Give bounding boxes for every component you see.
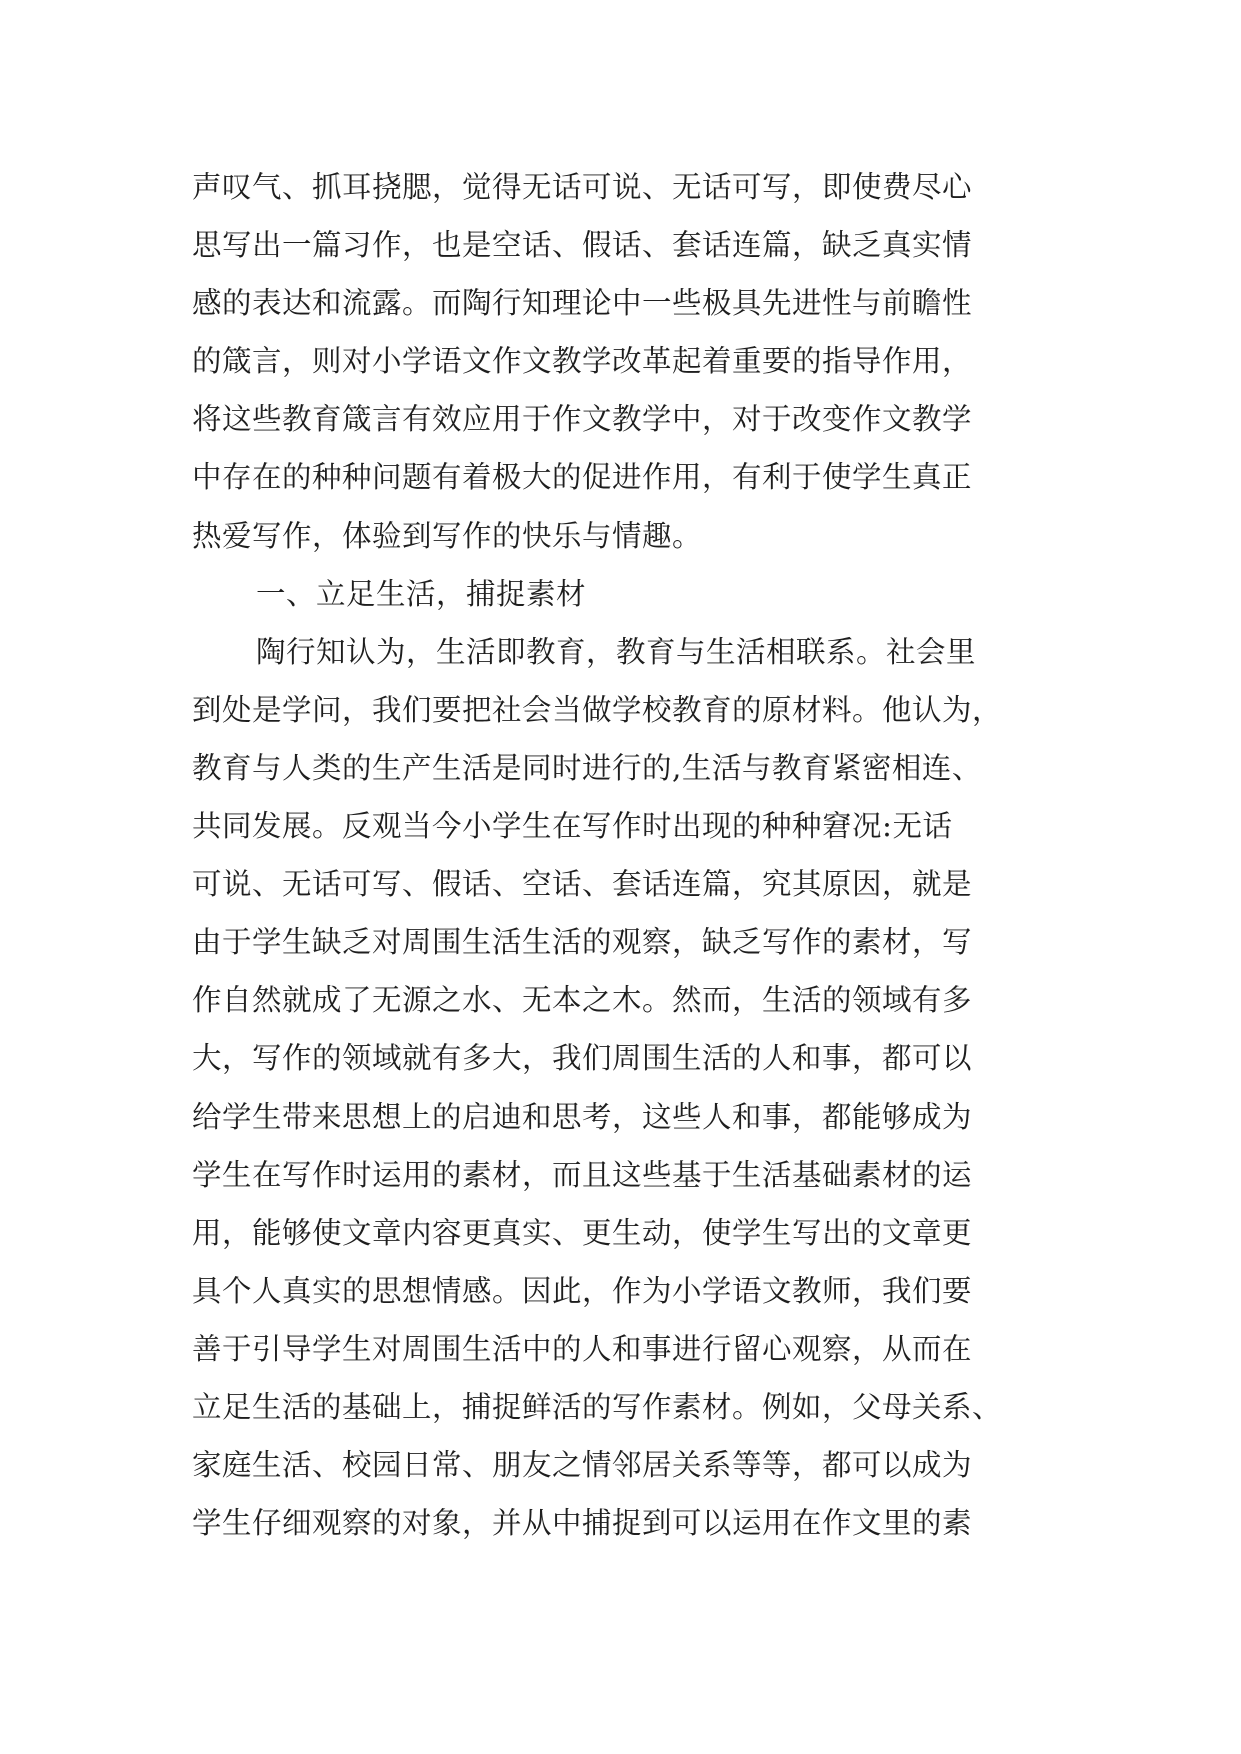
text-line: 由于学生缺乏对周围生活生活的观察，缺乏写作的素材，写 [192, 925, 973, 960]
text-line: 给学生带来思想上的启迪和思考，这些人和事，都能够成为 [192, 1099, 973, 1134]
section-heading: 一、立足生活，捕捉素材 [256, 576, 587, 611]
text-line: 陶行知认为，生活即教育，教育与生活相联系。社会里 [256, 634, 977, 669]
body-text [192, 158, 1052, 1552]
text-line: 将这些教育箴言有效应用于作文教学中，对于改变作文教学 [192, 402, 973, 437]
text-line: 用，能够使文章内容更真实、更生动，使学生写出的文章更 [192, 1215, 973, 1250]
text-line: 热爱写作，体验到写作的快乐与情趣。 [192, 518, 703, 553]
text-line: 中存在的种种问题有着极大的促进作用，有利于使学生真正 [192, 460, 973, 495]
text-line: 声叹气、抓耳挠腮，觉得无话可说、无话可写，即使费尽心 [192, 170, 973, 204]
text-line: 具个人真实的思想情感。因此，作为小学语文教师，我们要 [192, 1273, 973, 1308]
text-line: 到处是学问，我们要把社会当做学校教育的原材料。他认为， [192, 692, 1003, 727]
text-line: 家庭生活、校园日常、朋友之情邻居关系等等，都可以成为 [192, 1448, 973, 1483]
text-line: 教育与人类的生产生活是同时进行的,生活与教育紧密相连、 [192, 750, 982, 785]
text-line: 学生仔细观察的对象，并从中捕捉到可以运用在作文里的素 [192, 1506, 973, 1541]
text-line: 感的表达和流露。而陶行知理论中一些极具先进性与前瞻性 [192, 286, 973, 321]
text-line: 共同发展。反观当今小学生在写作时出现的种种窘况:无话 [192, 809, 953, 844]
text-line: 善于引导学生对周围生活中的人和事进行留心观察，从而在 [192, 1331, 973, 1366]
text-line: 大，写作的领域就有多大，我们周围生活的人和事，都可以 [192, 1041, 973, 1076]
text-line: 的箴言，则对小学语文作文教学改革起着重要的指导作用， [192, 344, 973, 379]
text-line: 学生在写作时运用的素材，而且这些基于生活基础素材的运 [192, 1157, 973, 1192]
text-line: 立足生活的基础上，捕捉鲜活的写作素材。例如，父母关系、 [192, 1389, 1003, 1424]
text-line: 作自然就成了无源之水、无本之木。然而，生活的领域有多 [192, 983, 973, 1018]
text-line: 思写出一篇习作，也是空话、假话、套话连篇，缺乏真实情 [192, 228, 973, 263]
text-line: 可说、无话可写、假话、空话、套话连篇，究其原因，就是 [192, 867, 973, 902]
